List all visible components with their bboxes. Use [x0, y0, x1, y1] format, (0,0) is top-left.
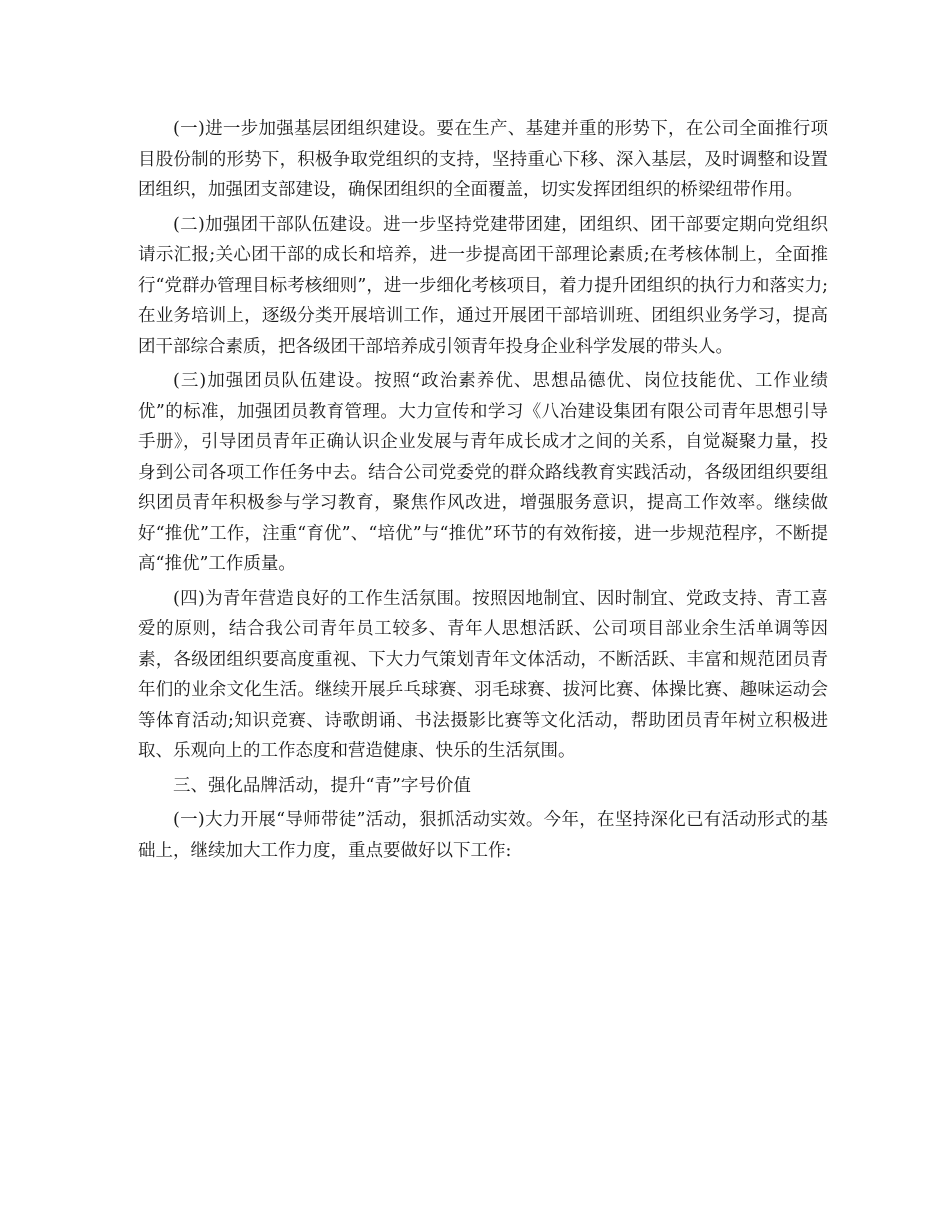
- paragraph-grassroots-organization: (一)进一步加强基层团组织建设。要在生产、基建并重的形势下，在公司全面推行项目股份制的形势下，积极争取党组织的支持，坚持重心下移、深入基层，及时调整和设置团组织，加强团支部建设，确保团组织的全面覆盖，切实发挥团组织的桥梁纽带作用。: [138, 119, 828, 200]
- paragraph-cadre-team: (二)加强团干部队伍建设。进一步坚持党建带团建，团组织、团干部要定期向党组织请示汇报;关心团干部的成长和培养，进一步提高团干部理论素质;在考核体制上，全面推行“党群办管理目标考核细则”，进一步细化考核项目，着力提升团组织的执行力和落实力;在业务培训上，逐级分类开展培训工作，通过开展团干部培训班、团组织业务学习，提高团干部综合素质，把各级团干部培养成引领青年投身企业科学发展的带头人。: [138, 214, 828, 357]
- section-heading-brand-activities: 三、强化品牌活动，提升“青”字号价值: [173, 775, 471, 796]
- paragraph-mentor-program: (一)大力开展“导师带徒”活动，狠抓活动实效。今年，在坚持深化已有活动形式的基础上，继续加大工作力度，重点要做好以下工作:: [138, 810, 828, 861]
- paragraph-youth-atmosphere: (四)为青年营造良好的工作生活氛围。按照因地制宜、因时制宜、党政支持、青工喜爱的原则，结合我公司青年员工较多、青年人思想活跃、公司项目部业余生活单调等因素，各级团组织要高度重视、下大力气策划青年文体活动，不断活跃、丰富和规范团员青年们的业余文化生活。继续开展乒乓球赛、羽毛球赛、拔河比赛、体操比赛、趣味运动会等体育活动;知识竞赛、诗歌朗诵、书法摄影比赛等文化活动，帮助团员青年树立积极进取、乐观向上的工作态度和营造健康、快乐的生活氛围。: [138, 588, 828, 761]
- document-body: [138, 114, 828, 870]
- paragraph-member-team: (三)加强团员队伍建设。按照“政治素养优、思想品德优、岗位技能优、工作业绩优”的标准，加强团员教育管理。大力宣传和学习《八冶建设集团有限公司青年思想引导手册》，引导团员青年正确认识企业发展与青年成长成才之间的关系，自觉凝聚力量，投身到公司各项工作任务中去。结合公司党委党的群众路线教育实践活动，各级团组织要组织团员青年积极参与学习教育，聚焦作风改进，增强服务意识，提高工作效率。继续做好“推优”工作，注重“育优”、“培优”与“推优”环节的有效衔接，进一步规范程序，不断提高“推优”工作质量。: [138, 371, 828, 574]
